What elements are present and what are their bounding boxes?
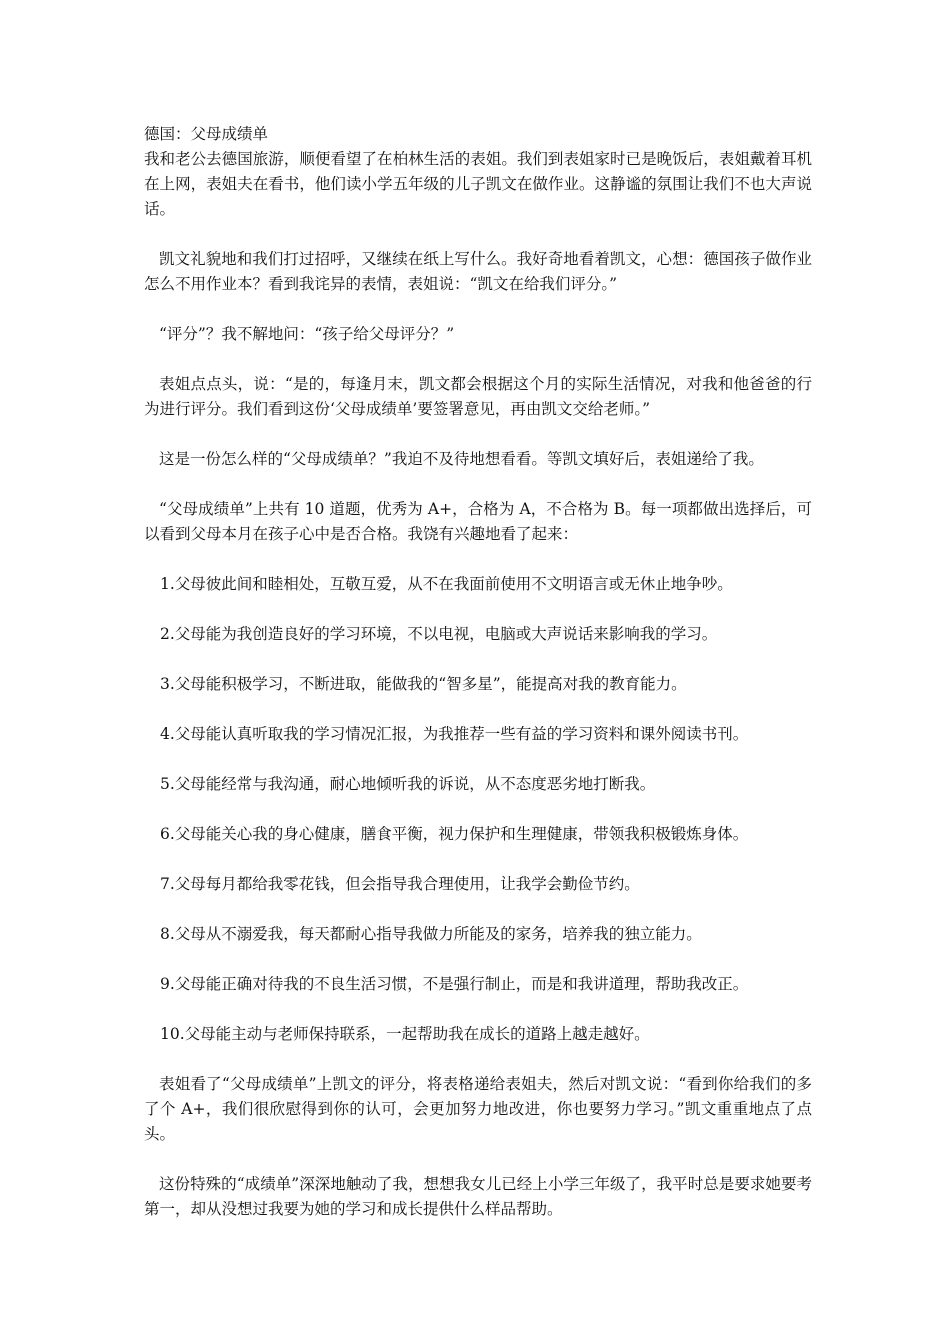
paragraph-4: 表姐点点头，说：“是的，每逢月末，凯文都会根据这个月的实际生活情况，对我和他爸爸的行为进行评分。我们看到这份‘父母成绩单’要签署意见，再由凯文交给老师。”	[144, 375, 812, 418]
list-item-6: 6.父母能关心我的身心健康，膳食平衡，视力保护和生理健康，带领我积极锻炼身体。	[160, 825, 749, 843]
closing-paragraph-2: 这份特殊的“成绩单”深深地触动了我，想想我女儿已经上小学三年级了，我平时总是要求她要考第一，却从没想过我要为她的学习和成长提供什么样品帮助。	[144, 1175, 812, 1218]
paragraph-5: 这是一份怎么样的“父母成绩单？”我迫不及待地想看看。等凯文填好后，表姐递给了我。	[159, 450, 764, 468]
paragraph-3: “评分”？我不解地问：“孩子给父母评分？”	[159, 325, 455, 343]
paragraph-1: 我和老公去德国旅游，顺便看望了在柏林生活的表姐。我们到表姐家时已是晚饭后，表姐戴着耳机在上网，表姐夫在看书，他们读小学五年级的儿子凯文在做作业。这静谧的氛围让我们不也大声说话。	[144, 150, 812, 218]
list-item-5: 5.父母能经常与我沟通，耐心地倾听我的诉说，从不态度恶劣地打断我。	[160, 775, 656, 793]
list-item-2: 2.父母能为我创造良好的学习环境，不以电视，电脑或大声说话来影响我的学习。	[160, 625, 718, 643]
paragraph-2: 凯文礼貌地和我们打过招呼，又继续在纸上写什么。我好奇地看着凯文，心想：德国孩子做作业怎么不用作业本？看到我诧异的表情，表姐说：“凯文在给我们评分。”	[144, 250, 812, 293]
list-item-9: 9.父母能正确对待我的不良生活习惯，不是强行制止，而是和我讲道理，帮助我改正。	[160, 975, 749, 993]
list-item-3: 3.父母能积极学习，不断进取，能做我的“智多星”，能提高对我的教育能力。	[160, 675, 687, 693]
list-item-4: 4.父母能认真听取我的学习情况汇报，为我推荐一些有益的学习资料和课外阅读书刊。	[160, 725, 749, 743]
list-item-8: 8.父母从不溺爱我，每天都耐心指导我做力所能及的家务，培养我的独立能力。	[160, 925, 702, 943]
document-body	[144, 122, 812, 1247]
list-item-7: 7.父母每月都给我零花钱，但会指导我合理使用，让我学会勤俭节约。	[160, 875, 640, 893]
paragraph-6: “父母成绩单”上共有 10 道题，优秀为 A+，合格为 A，不合格为 B。每一项都做出选择后，可以看到父母本月在孩子心中是否合格。我饶有兴趣地看了起来：	[144, 500, 812, 543]
list-item-10: 10.父母能主动与老师保持联系，一起帮助我在成长的道路上越走越好。	[160, 1025, 650, 1043]
closing-paragraph-1: 表姐看了“父母成绩单”上凯文的评分，将表格递给表姐夫，然后对凯文说：“看到你给我们的多了个 A+，我们很欣慰得到你的认可，会更加努力地改进，你也要努力学习。”凯文重重地点了点头。	[144, 1075, 812, 1143]
document-title: 德国：父母成绩单	[144, 125, 269, 143]
list-item-1: 1.父母彼此间和睦相处，互敬互爱，从不在我面前使用不文明语言或无休止地争吵。	[160, 575, 733, 593]
